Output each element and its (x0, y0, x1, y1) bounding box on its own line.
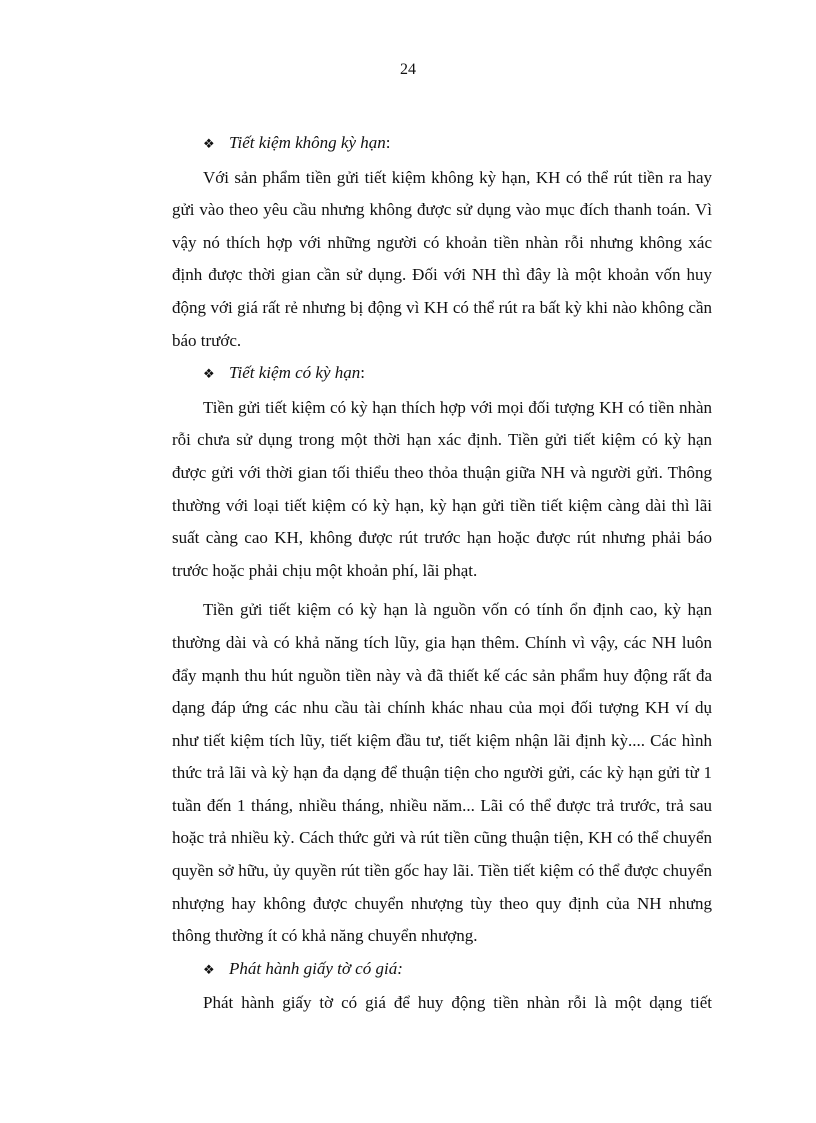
section-title-suffix: : (360, 363, 365, 383)
diamond-bullet-icon: ❖ (203, 137, 215, 152)
section-title: Phát hành giấy tờ có giá: (229, 958, 403, 978)
paragraph: Phát hành giấy tờ có giá để huy động tiền nhàn rỗi là một dạng tiết (203, 993, 712, 1013)
page-number: 24 (400, 61, 416, 78)
section-title: Tiết kiệm không kỳ hạn (229, 133, 386, 152)
section-heading-valuable-papers (172, 953, 712, 988)
document-body (172, 127, 712, 1020)
diamond-bullet-icon: ❖ (203, 962, 215, 978)
section-title: Tiết kiệm có kỳ hạn (229, 363, 361, 383)
paragraph: Tiền gửi tiết kiệm có kỳ hạn là nguồn vốn có tính ổn định cao, kỳ hạn thường dài và có khả năng tích lũy, gia hạn thêm. Chính vì vậy, các NH luôn đẩy mạnh thu hút nguồn tiền này và đã thiết kế các sản phẩm huy động rất đa dạng đáp ứng các nhu cầu tài chính khác nhau của mọi đối tượng KH ví dụ như tiết kiệm tích lũy, tiết kiệm đầu tư, tiết kiệm nhận lãi định kỳ.... Các hình thức trả lãi và kỳ hạn đa dạng để thuận tiện cho người gửi, các kỳ hạn gửi từ 1 tuần đến 1 tháng, nhiều tháng, nhiều năm... Lãi có thể được trả trước, trả sau hoặc trả nhiều kỳ. Cách thức gửi và rút tiền cũng thuận tiện, KH có thể chuyển quyền sở hữu, ủy quyền rút tiền gốc hay lãi. Tiền tiết kiệm có thể được chuyển nhượng hay không được chuyển nhượng tùy theo quy định của NH nhưng thông thường ít có khả năng chuyển nhượng. (172, 600, 712, 946)
paragraph: Với sản phẩm tiền gửi tiết kiệm không kỳ hạn, KH có thể rút tiền ra hay gửi vào theo yêu cầu nhưng không được sử dụng vào mục đích thanh toán. Vì vậy nó thích hợp với những người có khoản tiền nhàn rỗi nhưng không xác định được thời gian cần sử dụng. Đối với NH thì đây là một khoản vốn huy động với giá rất rẻ nhưng bị động vì KH có thể rút ra bất kỳ khi nào không cần báo trước. (172, 167, 712, 350)
section-title-suffix: : (385, 133, 391, 152)
diamond-bullet-icon: ❖ (203, 367, 215, 383)
section-heading-term-savings (172, 357, 712, 392)
paragraph: Tiền gửi tiết kiệm có kỳ hạn thích hợp với mọi đối tượng KH có tiền nhàn rỗi chưa sử dụng trong một thời hạn xác định. Tiền gửi tiết kiệm có kỳ hạn được gửi với thời gian tối thiểu theo thỏa thuận giữa NH và người gửi. Thông thường với loại tiết kiệm có kỳ hạn, kỳ hạn gửi tiền tiết kiệm càng dài thì lãi suất càng cao KH, không được rút trước hạn hoặc được rút nhưng phải báo trước hoặc phải chịu một khoản phí, lãi phạt. (172, 397, 712, 580)
section-heading-demand-savings (172, 127, 712, 162)
